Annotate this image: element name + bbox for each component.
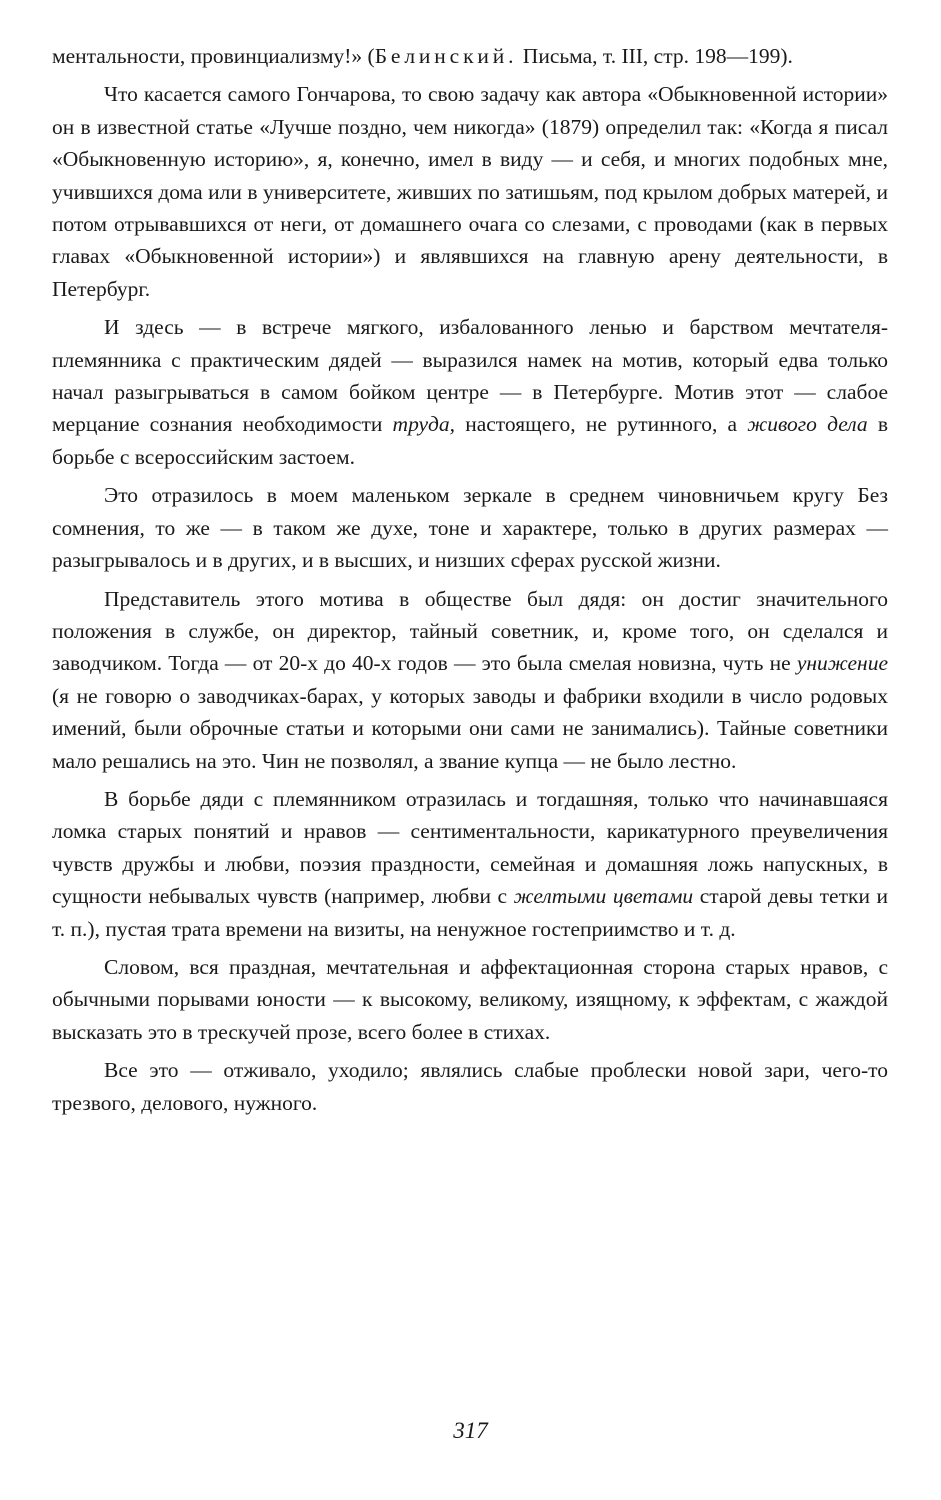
paragraph xyxy=(52,783,888,945)
paragraph xyxy=(52,583,888,777)
italic-emphasis: унижение xyxy=(796,651,888,676)
text-segment: Что касается самого Гончарова, то свою задачу как автора «Обыкновенной истории» он в известной статье «Лучше поздно, чем никогда» (1879) определил так: «Когда я писал «Обыкновенную историю», я, конечно, имел в виду — и себя, и многих подобных мне, учившихся дома или в университете, живших по затишьям, под крылом добрых матерей, и потом отрывавшихся от неги, от домашнего очага со слезами, с проводами (как в первых главах «Обыкновенной истории») и являвшихся на главную арену деятельности, в Петербург. xyxy=(52,82,888,301)
text-segment: настоящего, не рутинного, а xyxy=(455,412,748,437)
paragraph xyxy=(52,78,888,305)
italic-emphasis: труда, xyxy=(392,412,456,437)
text-segment: Словом, вся праздная, мечтательная и аффектационная сторона старых нравов, с обычными порывами юности — к высокому, великому, изящному, к эффектам, с жаждой высказать это в трескучей прозе, всего более в стихах. xyxy=(52,954,888,1044)
italic-emphasis: живого дела xyxy=(747,412,868,437)
text-segment: Представитель этого мотива в обществе был дядя: он достиг значительного положения в службе, он директор, тайный советник, и, кроме того, он сделался и заводчиком. Тогда — от 20-х до 40-х годов — это была смелая новизна, чуть не xyxy=(52,586,888,676)
text-segment: Это отразилось в моем маленьком зеркале в среднем чиновничьем кругу Без сомнения, то же — в таком же духе, тоне и характере, только в других размерах — разыгрывалось и в других, и в высших, и низших сферах русской жизни. xyxy=(52,483,888,573)
text-segment: ментальности, провинциализму!» ( xyxy=(52,44,375,68)
text-segment: В борьбе дяди с племянником отразилась и тогдашняя, только что начинавшаяся ломка старых понятий и нравов — сентиментальности, карикатурного преувеличения чувств дружбы и любви, поэзия праздности, семейная и домашняя ложь напускных, в сущности небывалых чувств (например, любви с xyxy=(52,786,888,909)
text-segment: старой девы тетки и т. п.), пустая трата времени на визиты, на ненужное гостеприимство и т. д. xyxy=(52,884,889,941)
paragraph xyxy=(52,1054,888,1119)
text-segment: Все это — отживало, уходило; являлись слабые проблески новой зари, чего-то трезвого, делового, нужного. xyxy=(52,1058,888,1115)
text-segment: И здесь — в встрече мягкого, избалованного ленью и барством мечтателя-племянника с практическим дядей — выразился намек на мотив, который едва только начал разыгрываться в самом бойком центре — в Петербурге. Мотив этот — слабое мерцание сознания необходимости xyxy=(52,315,888,437)
author-name-spaced: Белинский. xyxy=(374,44,518,68)
paragraph xyxy=(52,311,888,473)
paragraph xyxy=(52,479,888,576)
page-body xyxy=(52,40,888,1125)
paragraph xyxy=(52,40,888,72)
italic-emphasis: желтыми цветами xyxy=(513,884,694,909)
page-number: 317 xyxy=(453,1418,488,1443)
paragraph xyxy=(52,951,888,1048)
text-segment: в борьбе с всероссийским застоем. xyxy=(52,412,888,469)
text-segment: Письма, т. III, стр. 198—199). xyxy=(517,44,793,68)
text-segment: (я не говорю о заводчиках-барах, у которых заводы и фабрики входили в число родовых имений, были оброчные статьи и которыми они сами не занимались). Тайные советники мало решались на это. Чин не позволял, а звание купца — не было лестно. xyxy=(52,683,888,773)
